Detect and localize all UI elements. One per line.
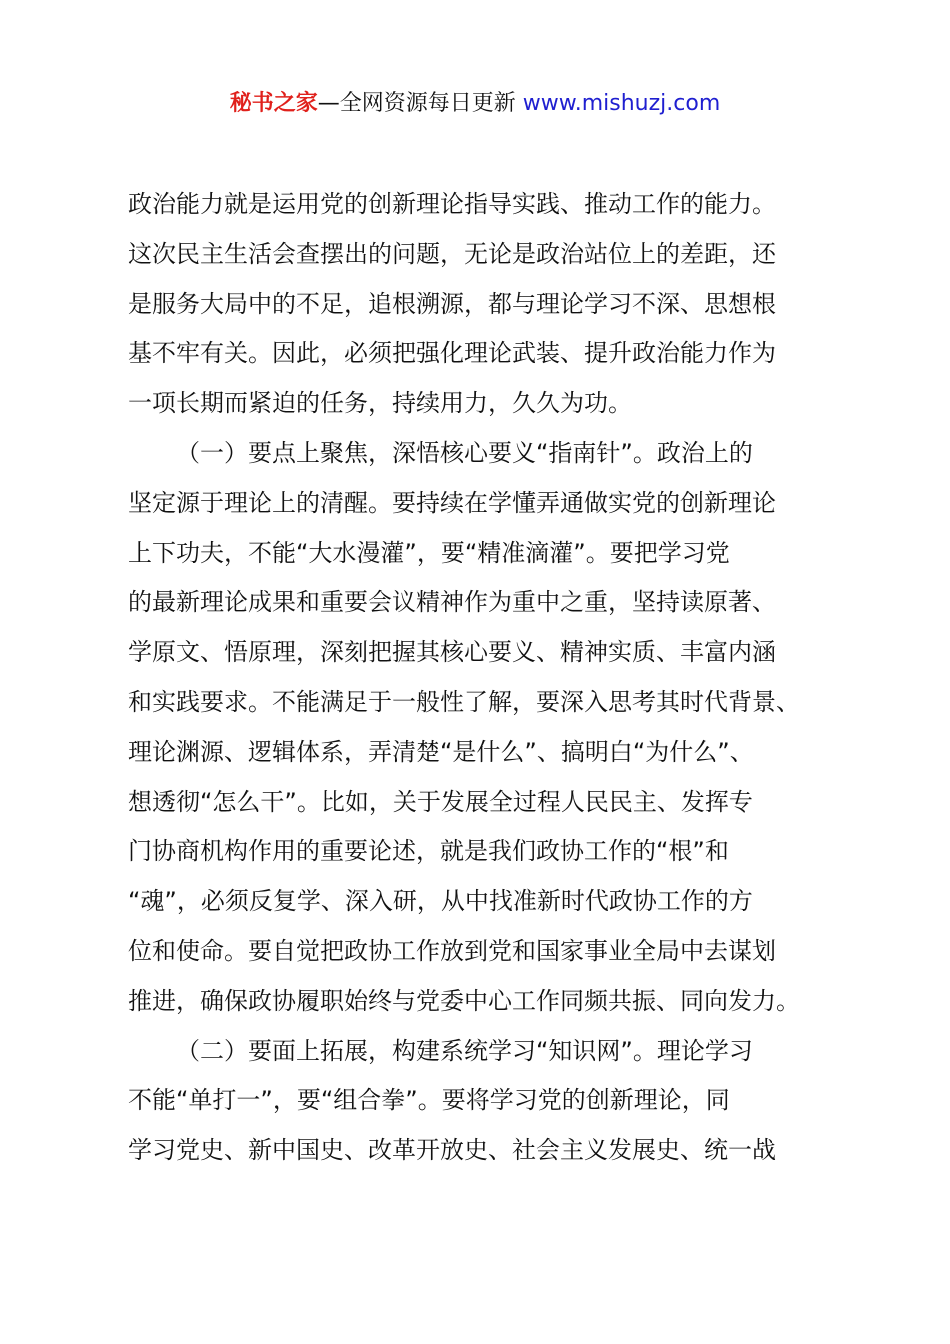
section-heading-line: （二）要面上拓展，构建系统学习“知识网”。理论学习 xyxy=(176,1036,753,1065)
document-body xyxy=(128,180,838,1176)
text-line: 推进，确保政协履职始终与党委中心工作同频共振、同向发力。 xyxy=(128,986,800,1015)
text-line: 理论渊源、逻辑体系，弄清楚“是什么”、搞明白“为什么”、 xyxy=(128,737,754,766)
text-line: 一项长期而紧迫的任务，持续用力，久久为功。 xyxy=(128,389,632,418)
text-line: 政治能力就是运用党的创新理论指导实践、推动工作的能力。 xyxy=(128,190,776,218)
text-line: 学习党史、新中国史、改革开放史、社会主义发展史、统一战 xyxy=(128,1136,776,1165)
text-line: 是服务大局中的不足，追根溯源，都与理论学习不深、思想根 xyxy=(128,289,776,318)
text-line: 上下功夫，不能“大水漫灌”，要“精准滴灌”。要把学习党 xyxy=(128,538,730,567)
text-line: 这次民主生活会查摆出的问题，无论是政治站位上的差距，还 xyxy=(128,239,776,268)
brand-name: 秘书之家 xyxy=(229,91,318,116)
text-line: “魂”，必须反复学、深入研，从中找准新时代政协工作的方 xyxy=(128,887,753,916)
text-line: 坚定源于理论上的清醒。要持续在学懂弄通做实党的创新理论 xyxy=(128,488,776,517)
website-url: www.mishuzj.com xyxy=(522,91,721,116)
text-line: 想透彻“怎么干”。比如，关于发展全过程人民民主、发挥专 xyxy=(128,787,753,816)
text-line: 不能“单打一”，要“组合拳”。要将学习党的创新理论，同 xyxy=(128,1086,730,1115)
text-line: 门协商机构作用的重要论述，就是我们政协工作的“根”和 xyxy=(128,837,729,866)
header-slogan: —全网资源每日更新 xyxy=(317,91,523,116)
text-line: 位和使命。要自觉把政协工作放到党和国家事业全局中去谋划 xyxy=(128,936,776,965)
text-line: 基不牢有关。因此，必须把强化理论武装、提升政治能力作为 xyxy=(128,339,776,368)
page-header xyxy=(0,88,950,120)
text-line: 学原文、悟原理，深刻把握其核心要义、精神实质、丰富内涵 xyxy=(128,638,776,667)
text-line: 的最新理论成果和重要会议精神作为重中之重，坚持读原著、 xyxy=(128,588,776,617)
section-heading-line: （一）要点上聚焦，深悟核心要义“指南针”。政治上的 xyxy=(176,438,753,467)
text-line: 和实践要求。不能满足于一般性了解，要深入思考其时代背景、 xyxy=(128,687,800,716)
